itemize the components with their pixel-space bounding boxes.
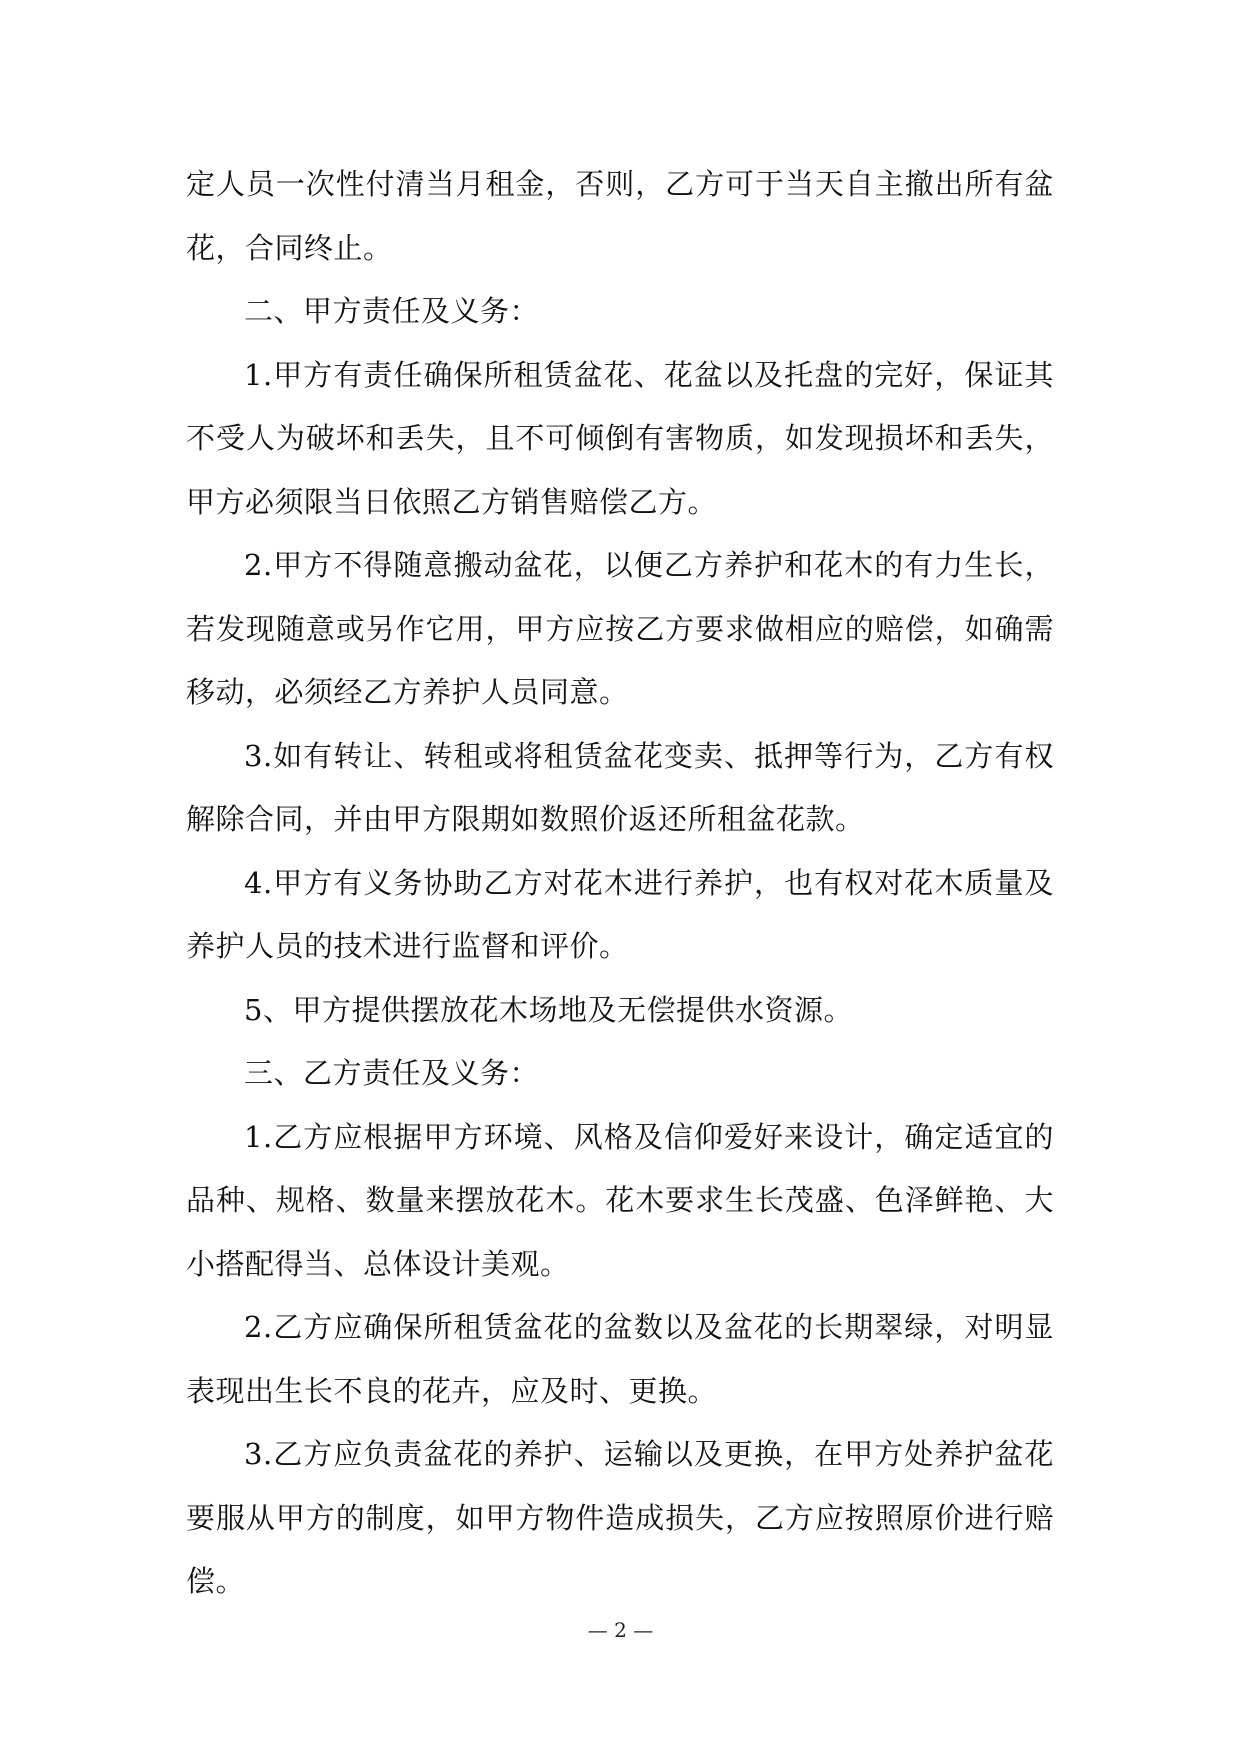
paragraph: 2.乙方应确保所租赁盆花的盆数以及盆花的长期翠绿，对明显表现出生长不良的花卉，应及时、更换。 xyxy=(186,1310,1054,1408)
document-body xyxy=(186,153,1054,1614)
section-heading: 三、乙方责任及义务： xyxy=(244,1056,540,1090)
paragraph: 3.乙方应负责盆花的养护、运输以及更换，在甲方处养护盆花要服从甲方的制度，如甲方物件造成损失，乙方应按照原价进行赔偿。 xyxy=(186,1437,1054,1598)
paragraph: 3.如有转让、转租或将租赁盆花变卖、抵押等行为，乙方有权解除合同，并由甲方限期如数照价返还所租盆花款。 xyxy=(186,738,1054,836)
paragraph: 定人员一次性付清当月租金，否则，乙方可于当天自主撤出所有盆花，合同终止。 xyxy=(186,167,1054,265)
paragraph: 5、甲方提供摆放花木场地及无偿提供水资源。 xyxy=(244,992,853,1027)
paragraph: 4.甲方有义务协助乙方对花木进行养护，也有权对花木质量及养护人员的技术进行监督和评价。 xyxy=(186,865,1054,963)
page-number: — 2 — xyxy=(587,1618,654,1642)
paragraph: 2.甲方不得随意搬动盆花，以便乙方养护和花木的有力生长，若发现随意或另作它用，甲方应按乙方要求做相应的赔偿，如确需移动，必须经乙方养护人员同意。 xyxy=(186,548,1054,709)
paragraph: 1.乙方应根据甲方环境、风格及信仰爱好来设计，确定适宜的品种、规格、数量来摆放花木。花木要求生长茂盛、色泽鲜艳、大小搭配得当、总体设计美观。 xyxy=(186,1119,1054,1281)
paragraph: 1.甲方有责任确保所租赁盆花、花盆以及托盘的完好，保证其不受人为破坏和丢失，且不可倾倒有害物质，如发现损坏和丢失，甲方必须限当日依照乙方销售赔偿乙方。 xyxy=(186,357,1054,519)
section-heading: 二、甲方责任及义务： xyxy=(244,294,540,328)
